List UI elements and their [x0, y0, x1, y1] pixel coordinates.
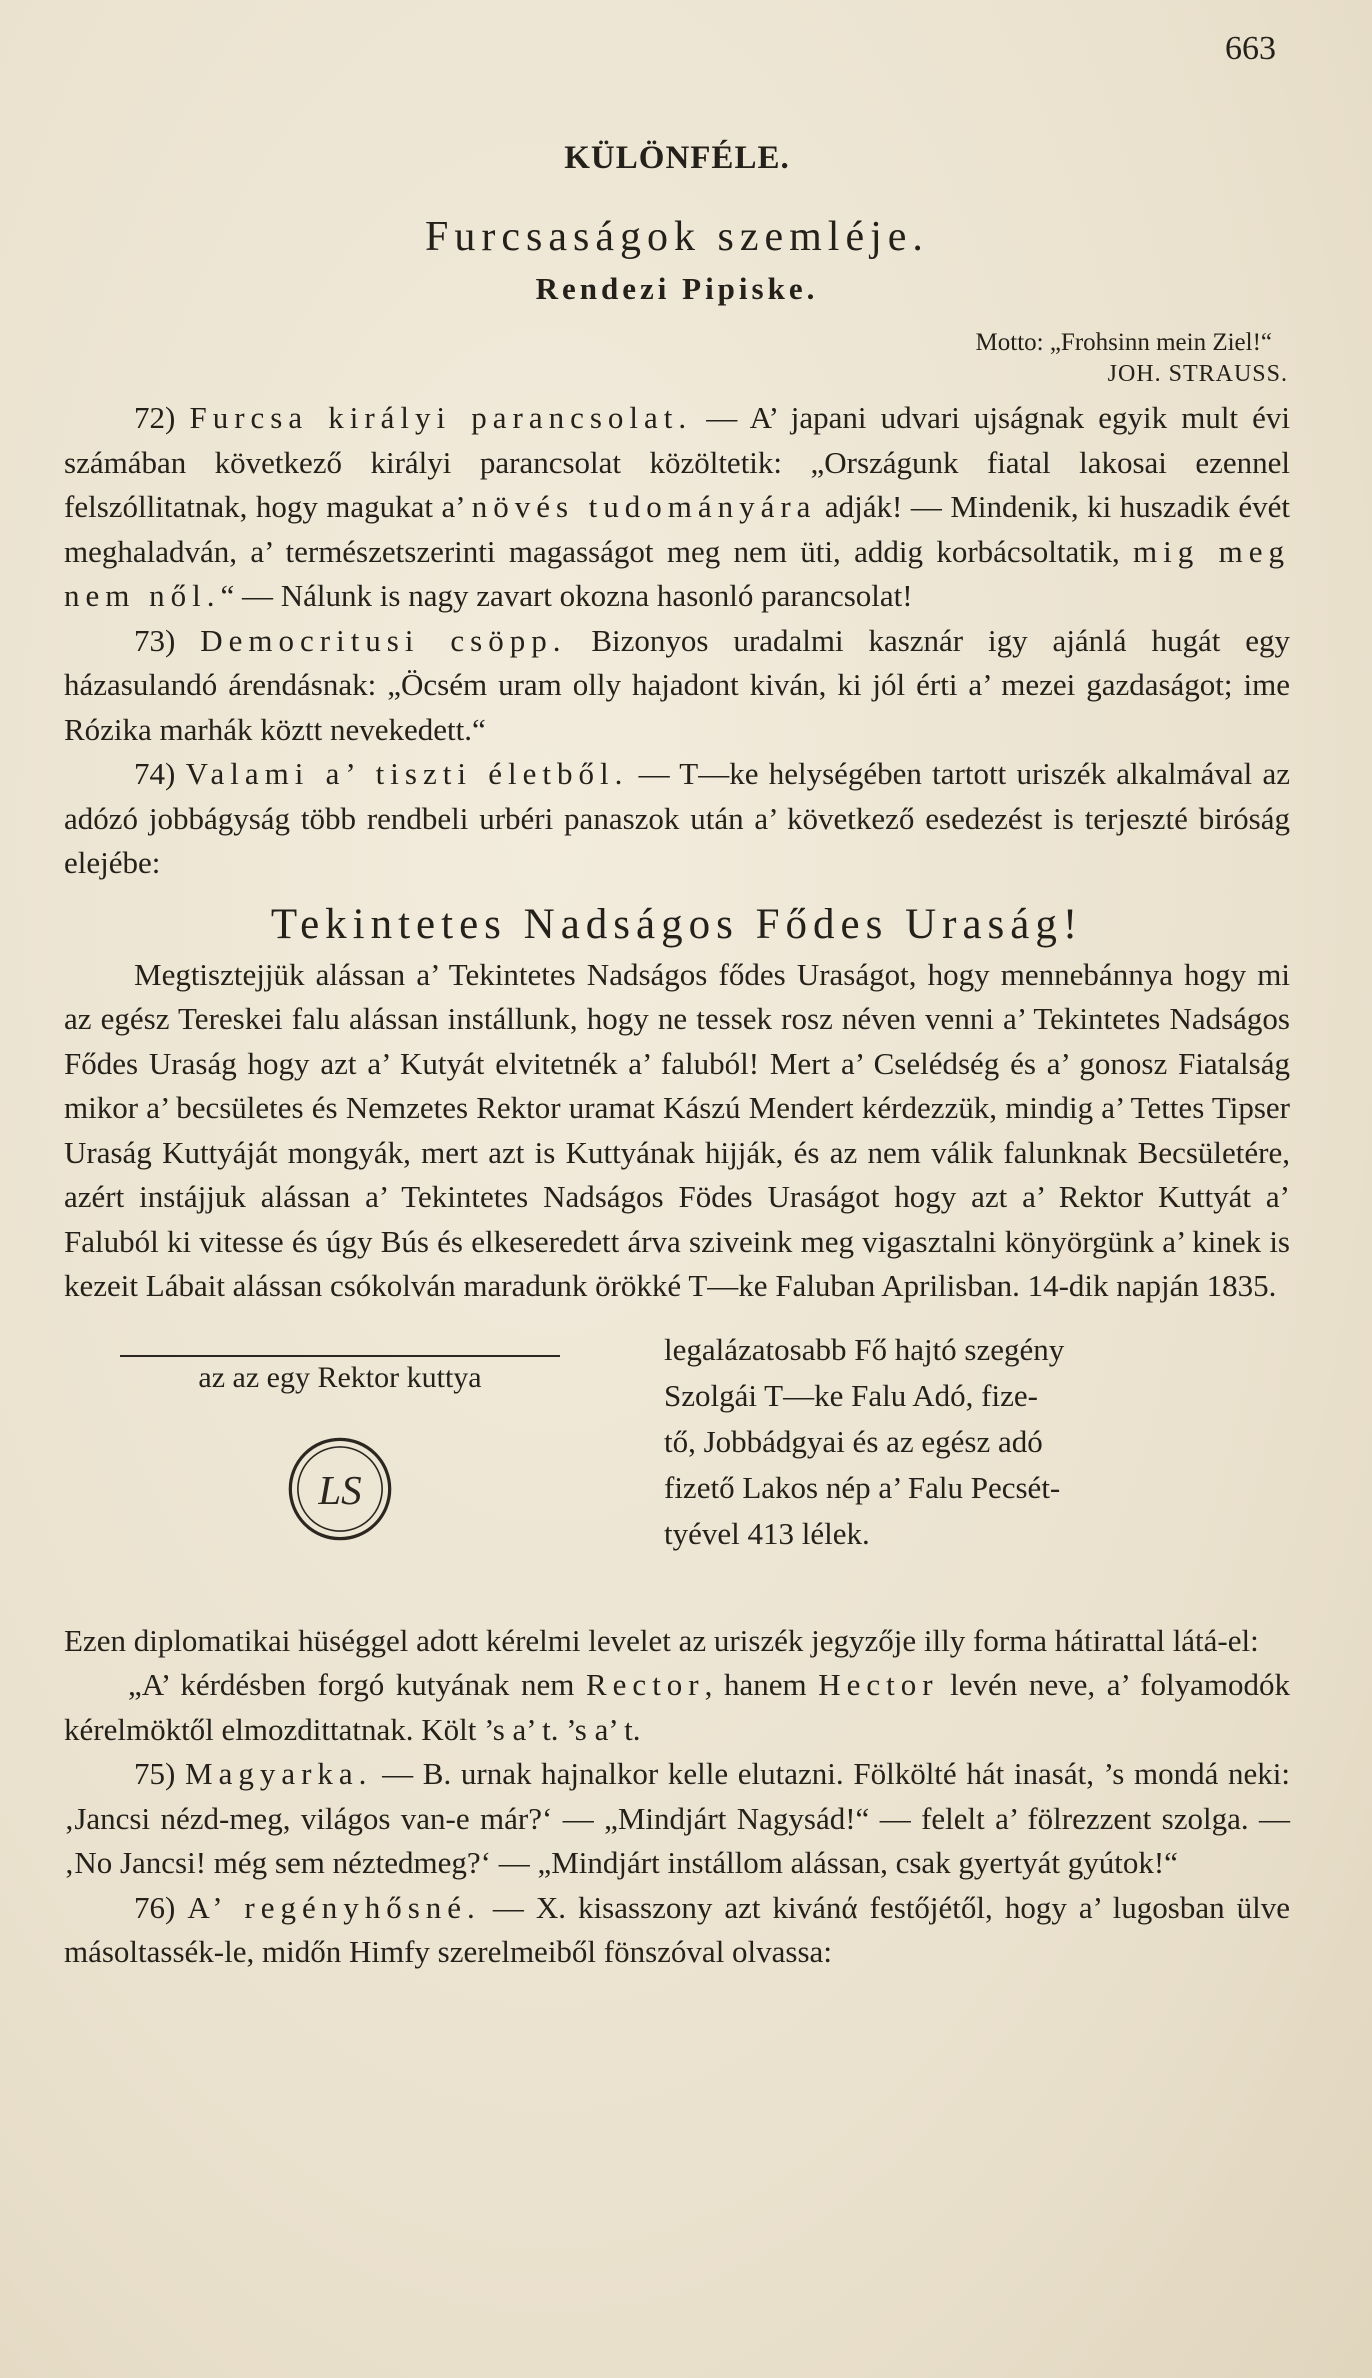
signature-block: [64, 1327, 1290, 1619]
letter-heading: Tekintetes Nadságos Fődes Uraság!: [270, 900, 1084, 948]
signature-rule: [120, 1355, 560, 1357]
page-number: 663: [1225, 30, 1276, 67]
item-76: 76) A’ regényhősné. — X. kisasszony azt kivánά festőjétől, hogy a’ lugosban ülve másoltassék-le, midőn Himfy szerelmeiből fönszóval olvassa:: [64, 1889, 1290, 1969]
item-74: 74) Valami a’ tiszti életből. — T—ke helységében tartott uriszék alkalmával az adózó jobbágyság több rendbeli urbéri panaszok után a’ következő esedezést is terjeszté biróság elejébe:: [64, 756, 1290, 880]
editor-line: Rendezi Pipiske.: [535, 271, 819, 306]
letter-body: Megtisztejjük alássan a’ Tekintetes Nadságos fődes Uraságot, hogy mennebánnya hogy mi az egész Tereskei falu alássan instállunk, hogy ne tessek rosz néven venni a’ Tekintetes Nadságos Fődes Uraság hogy azt a’ Kutyát elvitetnék a’ faluból! Mert a’ Cselédség és a’ gonosz Fiatalság mikor a’ becsületes és Nemzetes Rektor uramat Kászú Mendert kérdezzük, mindig a’ Tettes Tipser Uraság Kuttyáját mongyák, mert azt is Kuttyának hijják, és az nem válik falunknak Becsületére, azért instájjuk alássan a’ Tekintetes Nadságos Födes Uraságot hogy azt a’ Rektor Kuttyát a’ Faluból ki vitesse és úgy Bús és elkeseredett árva sziveink meg vigasztalni könyörgünk a’ kinek is kezeit Lábait alássan csókolván maradunk örökké T—ke Faluban Aprilisban. 14-dik napján 1835.: [64, 956, 1290, 1303]
item-72-number: 72): [134, 400, 176, 435]
item-74-heading: Valami a’ tiszti életből.: [185, 756, 629, 791]
item-73-heading: Democritusi csöpp.: [200, 622, 567, 658]
signature-left: [120, 1355, 560, 1543]
item-75: 75) Magyarka. — B. urnak hajnalkor kelle elutazni. Fölkölté hát inasát, ’s mondá neki: ‚Jancsi nézd-meg, világos van-e már?‘ — „Mindjárt Nagysád!“ — felelt a’ fölrezzent szolga. — ‚No Jancsi! még sem néztedmeg?‘ — „Mindjárt instállom alássan, csak gyertyát gyútok!“: [64, 1756, 1291, 1880]
item-72-heading: Furcsa királyi parancsolat.: [189, 400, 693, 435]
item-75-number: 75): [134, 1756, 176, 1791]
seal-letters: LS: [318, 1466, 362, 1513]
seal-icon: [286, 1435, 394, 1543]
item-76-number: 76): [134, 1889, 176, 1925]
item-75-heading: Magyarka.: [185, 1756, 373, 1791]
item-73-number: 73): [134, 622, 176, 658]
item-74-number: 74): [134, 756, 176, 791]
endorsement-quote: „A’ kérdésben forgó kutyának nem Rector, hanem Hector levén neve, a’ folyamodók kérelmöktől elmozdittatnak. Költ ’s a’ t. ’s a’ t.: [64, 1667, 1290, 1747]
item-73: 73) Democritusi csöpp. Bizonyos uradalmi kasznár igy ajánlá hugát egy házasulandó árendásnak: „Öcsém uram olly hajadont kiván, ki jól érti a’ mezei gazdaságot; ime Rózika marhák köztt nevekedett.“: [64, 622, 1290, 747]
signature-left-text: az az egy Rektor kuttya: [198, 1360, 482, 1394]
endorsement-intro: Ezen diplomatikai hüséggel adott kérelmi levelet az uriszék jegyzője illy forma hátirattal látá-el:: [64, 1622, 1259, 1658]
motto-author: JOH. STRAUSS.: [1107, 361, 1288, 387]
column-title: Furcsaságok szemléje.: [425, 214, 929, 260]
section-title: KÜLÖNFÉLE.: [564, 140, 790, 176]
signature-right: legalázatosabb Fő hajtó szegény Szolgái T—ke Falu Adó, fize- tő, Jobbádgyai és az egész adó fizető Lakos nép a’ Falu Pecsét- tyével 413 lélek.: [664, 1331, 1065, 1551]
item-76-heading: A’ regényhősné.: [187, 1889, 481, 1925]
item-72: 72) Furcsa királyi parancsolat. — A’ japani udvari ujságnak egyik mult évi számában következő királyi parancsolat közöltetik: „Országunk fiatal lakosai ezennel felszóllitatnak, hogy magukat a’ növés tudományára adják! — Mindenik, ki huszadik évét meghaladván, a’ természetszerinti magasságot meg nem üti, addig korbácsoltatik, mig meg nem nől.“ — Nálunk is nagy zavart okozna hasonló parancsolat!: [64, 400, 1291, 613]
motto: Motto: „Frohsinn mein Ziel!“: [975, 329, 1272, 356]
